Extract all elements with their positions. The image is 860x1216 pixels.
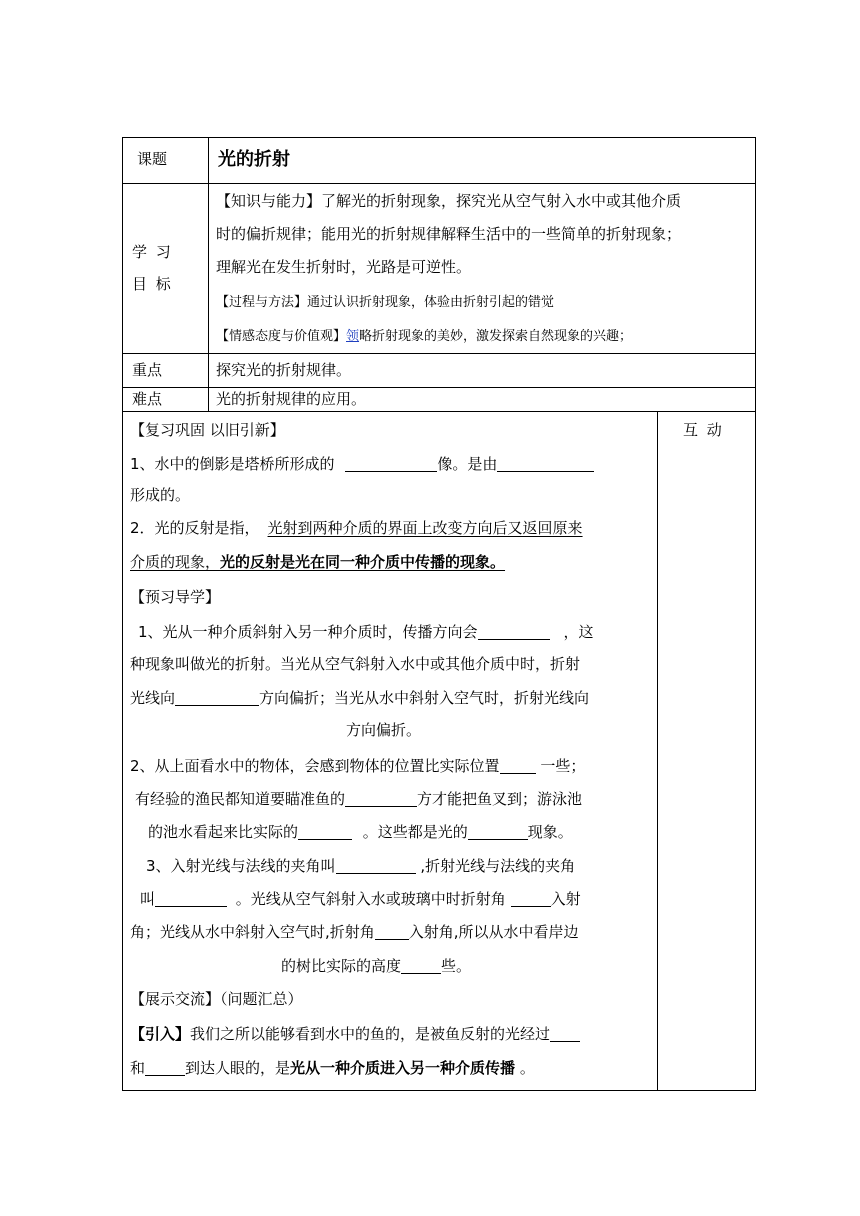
preview-p2-text: 2、从上面看水中的物体，会感到物体的位置比实际位置 xyxy=(130,757,500,775)
preview-p1-line4: 方向偏折。 xyxy=(346,721,422,739)
preview-p3-line3 xyxy=(130,924,579,940)
review-q2-line2 xyxy=(130,555,509,570)
preview-p3-line4 xyxy=(281,958,471,974)
preview-p2-line2 xyxy=(135,791,582,807)
review-q2-answer: 光射到两种介质的界面上改变方向后又返回原来 xyxy=(267,519,583,537)
exchange-intro-text: 我们之所以能够看到水中的鱼的，是被鱼反射的光经过 xyxy=(190,1025,551,1043)
exchange-intro-label: 【引入】 xyxy=(130,1025,191,1043)
preview-p1 xyxy=(138,624,594,640)
goals-ability-line: 时的偏折规律；能用光的折射规律解释生活中的一些简单的折射现象； xyxy=(216,225,682,243)
answer-blank[interactable] xyxy=(375,924,409,940)
answer-blank[interactable] xyxy=(478,624,550,640)
answer-blank[interactable] xyxy=(511,891,551,907)
preview-p2-text: 方才能把鱼叉到；游泳池 xyxy=(417,790,583,808)
difficulty-text: 光的折射规律的应用。 xyxy=(216,390,367,408)
preview-p2-text: 现象。 xyxy=(527,823,573,841)
exchange-intro-bold: 光从一种介质进入另一种介质传播 xyxy=(290,1059,516,1077)
preview-heading: 【预习导学】 xyxy=(130,588,221,606)
goals-label: 学 习 xyxy=(132,243,173,261)
goals-ability-line: 理解光在发生折射时，光路是可逆性。 xyxy=(216,258,472,276)
column-divider xyxy=(657,411,658,1091)
answer-blank[interactable] xyxy=(336,858,416,874)
answer-blank[interactable] xyxy=(401,958,441,974)
goals-process: 【过程与方法】通过认识折射现象，体验由折射引起的错觉 xyxy=(216,295,555,310)
review-q2-answer: 介质的现象， xyxy=(130,553,221,571)
preview-p1-text: ，这 xyxy=(563,623,594,641)
preview-p1-text: 光线向 xyxy=(130,689,176,707)
exchange-intro-text: 。 xyxy=(515,1059,535,1077)
answer-blank[interactable] xyxy=(500,758,536,774)
exchange-intro-line2 xyxy=(130,1060,535,1076)
exchange-heading: 【展示交流】（问题汇总） xyxy=(130,990,303,1008)
difficulty-label: 难点 xyxy=(132,390,163,408)
preview-p2 xyxy=(130,758,585,774)
preview-p3-text: 3、入射光线与法线的夹角叫 xyxy=(146,857,336,875)
answer-blank[interactable] xyxy=(175,690,259,706)
preview-p2-text: 。这些都是光的 xyxy=(358,823,468,841)
preview-p2-text: 一些； xyxy=(535,757,586,775)
answer-blank[interactable] xyxy=(345,456,437,472)
interaction-label: 互 动 xyxy=(683,421,724,439)
preview-p2-text: 的池水看起来比实际的 xyxy=(148,823,299,841)
preview-p1-line3 xyxy=(130,690,589,706)
review-q2-answer-bold: 光的反射是光在同一种介质中传播的现象。 xyxy=(220,553,506,571)
goals-ability-line: 【知识与能力】了解光的折射现象，探究光从空气射入水中或其他介质 xyxy=(216,192,682,210)
review-q1-text: 像。是由 xyxy=(437,455,498,473)
preview-p3-text: 入射 xyxy=(550,890,581,908)
key-point-label: 重点 xyxy=(132,361,163,379)
exchange-intro-text: 和 xyxy=(130,1059,146,1077)
row-divider xyxy=(122,411,756,412)
preview-p2-line3 xyxy=(148,824,573,840)
preview-p3 xyxy=(146,858,575,874)
answer-blank[interactable] xyxy=(155,891,227,907)
preview-p1-text: 方向偏折；当光从水中斜射入空气时，折射光线向 xyxy=(259,689,590,707)
review-q1-end: 形成的。 xyxy=(130,486,191,504)
review-q2-text: 2．光的反射是指， xyxy=(130,519,260,537)
page-title: 光的折射 xyxy=(218,149,290,170)
preview-p3-text: 叫 xyxy=(140,890,156,908)
row-divider xyxy=(122,183,756,184)
row-divider xyxy=(122,353,756,354)
preview-p3-line2 xyxy=(140,891,581,907)
preview-p3-text: ,折射光线与法线的夹角 xyxy=(415,857,576,875)
answer-blank[interactable] xyxy=(468,824,528,840)
preview-p2-text: 有经验的渔民都知道要瞄准鱼的 xyxy=(135,790,346,808)
review-heading: 【复习巩固 以旧引新】 xyxy=(130,421,285,439)
preview-p3-text: 入射角,所以从水中看岸边 xyxy=(408,923,579,941)
goals-attitude xyxy=(216,330,632,343)
answer-blank[interactable] xyxy=(145,1060,185,1076)
answer-blank[interactable] xyxy=(550,1026,580,1042)
course-label: 课题 xyxy=(137,150,168,168)
review-q2 xyxy=(130,521,583,536)
lesson-table xyxy=(122,137,756,1091)
preview-p3-text: 些。 xyxy=(441,957,472,975)
preview-p1-text: 1、光从一种介质斜射入另一种介质时，传播方向会 xyxy=(138,623,478,641)
exchange-intro xyxy=(130,1026,580,1042)
column-divider xyxy=(208,137,209,411)
answer-blank[interactable] xyxy=(298,824,352,840)
preview-p3-text: 。光线从空气斜射入水或玻璃中时折射角 xyxy=(231,890,511,908)
goals-label: 目 标 xyxy=(132,275,173,293)
preview-p3-text: 角；光线从水中斜射入空气时,折射角 xyxy=(130,923,375,941)
review-q1 xyxy=(130,456,594,472)
goals-attitude-link[interactable]: 领 xyxy=(346,329,360,344)
answer-blank[interactable] xyxy=(345,791,417,807)
goals-attitude-rest: 略折射现象的美妙，激发探索自然现象的兴趣； xyxy=(359,329,633,344)
row-divider xyxy=(122,387,756,388)
preview-p1-line2: 种现象叫做光的折射。当光从空气斜射入水中或其他介质中时，折射 xyxy=(130,655,581,673)
exchange-intro-text: 到达人眼的，是 xyxy=(185,1059,291,1077)
review-q1-text: 1、水中的倒影是塔桥所形成的 xyxy=(130,455,340,473)
goals-attitude-prefix: 【情感态度与价值观】 xyxy=(216,329,347,344)
preview-p3-text: 的树比实际的高度 xyxy=(281,957,402,975)
answer-blank[interactable] xyxy=(497,456,594,472)
key-point-text: 探究光的折射规律。 xyxy=(216,361,352,379)
